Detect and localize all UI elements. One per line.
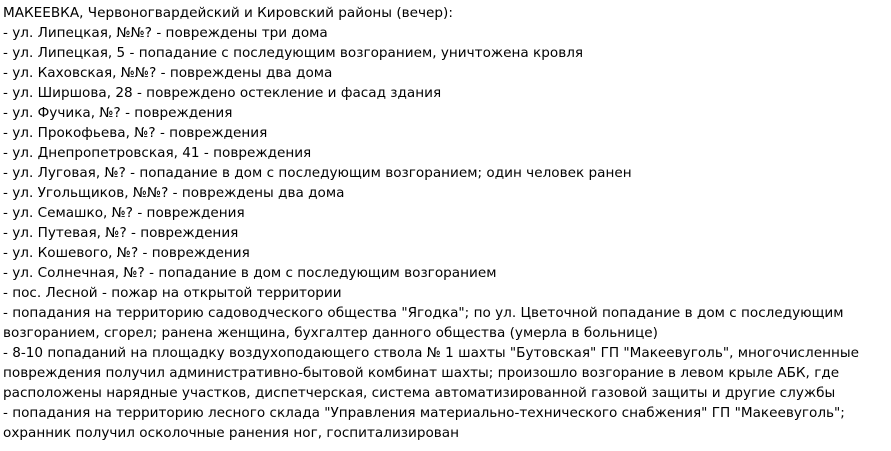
list-item: - ул. Солнечная, №? - попадание в дом с последующим возгоранием xyxy=(3,265,497,281)
list-item: - пос. Лесной - пожар на открытой территории xyxy=(3,285,342,301)
paragraph-line: охранник получил осколочные ранения ног, госпитализирован xyxy=(3,425,460,441)
paragraph-line: возгоранием, сгорел; ранена женщина, бухгалтер данного общества (умерла в больнице) xyxy=(3,325,658,341)
paragraph-line: повреждения получил административно-бытовой комбинат шахты; произошло возгорание в левом крыле АБК, где xyxy=(3,365,840,381)
list-item: - ул. Фучика, №? - повреждения xyxy=(3,105,233,121)
list-item: - ул. Луговая, №? - попадание в дом с последующим возгоранием; один человек ранен xyxy=(3,165,632,181)
list-item: - ул. Прокофьева, №? - повреждения xyxy=(3,125,268,141)
paragraph-yagodka xyxy=(3,303,885,343)
paragraph-forest-warehouse xyxy=(3,403,885,443)
list-item: - ул. Липецкая, №№? - повреждены три дома xyxy=(3,25,328,41)
list-item: - ул. Путевая, №? - повреждения xyxy=(3,225,239,241)
list-item: - ул. Семашко, №? - повреждения xyxy=(3,205,245,221)
report-heading: МАКЕЕВКА, Червоногвардейский и Кировский районы (вечер): xyxy=(3,5,453,21)
list-item: - ул. Липецкая, 5 - попадание с последующим возгоранием, уничтожена кровля xyxy=(3,45,584,61)
paragraph-butovskaya-mine xyxy=(3,343,885,403)
paragraph-line: расположены нарядные участков, диспетчерская, система автоматизированной газовой защиты и другие службы xyxy=(3,385,836,401)
list-item: - ул. Днепропетровская, 41 - повреждения xyxy=(3,145,312,161)
list-item: - ул. Каховская, №№? - повреждены два дома xyxy=(3,65,333,81)
list-item: - ул. Кошевого, №? - повреждения xyxy=(3,245,250,261)
paragraph-line: - 8-10 попаданий на площадку воздухоподающего ствола № 1 шахты "Бутовская" ГП "Макеевуголь", многочисленные xyxy=(3,345,859,361)
incident-report-text xyxy=(3,3,885,443)
paragraph-line: - попадания на территорию садоводческого общества "Ягодка"; по ул. Цветочной попадание в дом с последующим xyxy=(3,305,844,321)
list-item: - ул. Угольщиков, №№? - повреждены два дома xyxy=(3,185,345,201)
list-item: - ул. Ширшова, 28 - повреждено остекление и фасад здания xyxy=(3,85,442,101)
paragraph-line: - попадания на территорию лесного склада "Управления материально-технического снабжения" ГП "Макеевуголь"; xyxy=(3,405,845,421)
